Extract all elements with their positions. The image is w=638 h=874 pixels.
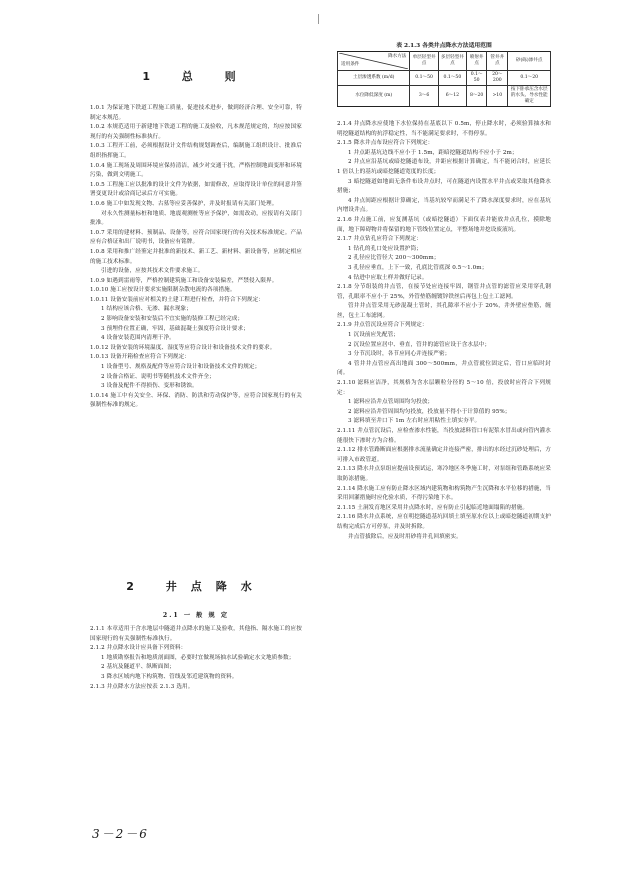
table-row-label: 土层渗透系数 (m/d) <box>338 71 410 86</box>
section-2-1-title: 2.1 一 般 规 定 <box>162 612 230 619</box>
paragraph: 3 暗挖隧道如地面无条件布设井点时，可在隧道内设置水平井点或采取其他降水措施； <box>337 178 551 195</box>
paragraph: 1.0.1 为保证地下铁道工程施工质量，促进技术进步，做到经济合理、安全可靠，特制定本规范。 <box>90 105 302 121</box>
paragraph: 2 井点应沿基坑或暗挖隧道布设，井距应根据计算确定，当不能闭合时，应延长 1 倍以上的基坑或暗挖隧道宽度的长度； <box>337 159 551 175</box>
paragraph: 2 设备合格证、说明书等随机技术文件齐全； <box>101 373 215 380</box>
paragraph: 2 孔径应比管径大 200～300mm； <box>348 255 440 262</box>
table-row-label: 水位降低深度 (m) <box>338 86 410 107</box>
paragraph: 3 预埋件位置正确，牢固，基础混凝土强度符合设计要求； <box>101 325 249 332</box>
paragraph: 2.1.15 土洞发育地区采用井点降水时，应有防止引起临近地面塌陷的措施。 <box>337 504 529 511</box>
paragraph: 2.1.2 井点降水设计应具备下列资料： <box>90 645 187 652</box>
chapter-1-title: 1 总 则 <box>142 70 250 83</box>
paragraph: 2.1.16 降水井点系统，应在明挖隧道基坑回填土填至原水位以上或暗挖隧道初期支护结构完成后方可停泵，并及时拆除。 <box>337 514 551 530</box>
table-header-row <box>338 52 551 71</box>
table-row <box>338 71 551 86</box>
table-cell: 8～20 <box>467 86 487 107</box>
paragraph: 2.1.6 井点施工前，应复测基坑（或暗挖隧道）下面仪表井能放井点孔位，摸除地面，地下障碍物并将保留的地下管线位置定点，平整场地并挖设废液坑。 <box>337 216 551 233</box>
table-cell: 6～12 <box>438 86 466 107</box>
paragraph: 1.0.5 工程施工应以批准的设计文件为依据，如需修改，应取得设计单位的同意并签署变更设计或洽商记录后方可实施。 <box>90 181 302 198</box>
paragraph: 1.0.6 施工中如发现文物、古墓等应妥善保护，并及时报请有关部门处理。 <box>90 200 278 207</box>
paragraph: 1.0.7 采用的建材料、预制品、设备等，应符合国家现行的有关技术标准规定。产品应有合格证和出厂说明书，设备应有铭牌。 <box>90 229 302 246</box>
paragraph: 3 降水区域内地下构筑物、管线及邻近建筑物的资料。 <box>101 673 238 680</box>
paragraph: 1.0.8 采用和推广经鉴定并批准的新技术、新工艺、新材料、新设备等，应制定相应的施工技术标准。 <box>90 248 302 265</box>
paragraph: 1 滤料应沿井点管周围均匀投放； <box>348 399 434 406</box>
chapter-2-body <box>90 625 302 692</box>
paragraph: 2 影响设备安装和安装后不宜实施的装修工程已经完成； <box>101 316 244 323</box>
paragraph: 4 设备安装范围内清理干净。 <box>101 335 175 342</box>
paragraph: 4 井点间距应根据计算确定，当基坑较窄而满足不了降水深度要求时，应在基坑内增设井点。 <box>337 197 551 214</box>
paragraph: 2.1.12 排水管路断面应根据排水流量确定并连接严密，排出的水经过沉砂处理后，方可排入市政管道。 <box>337 447 551 463</box>
table-caption: 表 2.1.3 各类井点降水方法适用范围 <box>396 43 492 49</box>
table-cell: >10 <box>487 86 508 107</box>
paragraph: 井点管拔除后，应及时用砂将井孔回填密实。 <box>348 533 462 540</box>
paragraph: 2.1.4 井点降水应使地下水位保持在基底以下 0.5m，停止降水时，必须验算抽水和明挖隧道结构的抗浮稳定性，当不能满足要求时，不得停泵。 <box>337 121 551 137</box>
table-cell: 0.1～50 <box>410 71 438 86</box>
paragraph: 2.1.10 滤料应洁净，其规格为含水层颗粒分径的 5～10 倍，投放时应符合下列规定： <box>337 380 551 396</box>
chapter-1-body <box>90 104 302 411</box>
table-row <box>338 86 551 107</box>
right-column-body <box>337 120 551 542</box>
paragraph: 1 设备型号、规格及配件等应符合设计和设备技术文件的规定； <box>101 364 261 371</box>
left-column <box>90 104 302 411</box>
corner-bottom-label: 适用条件 <box>341 62 360 67</box>
paragraph: 4 钻进中应取土样并做好记录。 <box>348 274 428 281</box>
table-cell: 0.1～50 <box>438 71 466 86</box>
paragraph: 2.1.9 井点管沉设应符合下列规定： <box>337 322 428 329</box>
table-cell: 0.1～20 <box>508 71 551 86</box>
paragraph: 3 孔径应垂直，上下一致，孔底比管底深 0.5～1.0m； <box>348 264 488 271</box>
paragraph: 1.0.3 工程开工前，必须根据设计文件结构规划调查后，编制施工组织设计、批准后组织指挥施工。 <box>90 143 302 159</box>
paragraph: 2.1.1 本章适用于含水地层中隧道井点降水的施工及验收，其他指、隔水施工的应按国家现行的有关强制性标准执行。 <box>90 626 302 642</box>
paragraph: 对永久性测量标桩和地质、地震观测桩等应予保护，如需改动，应报请有关部门批准。 <box>90 210 302 227</box>
chapter-2-title: 2 井点降水 <box>126 580 266 593</box>
paragraph: 2 滤料应沿井管周围均匀投放，投放量不得小于计算值的 95%； <box>348 408 511 415</box>
methods-table <box>337 51 551 107</box>
paragraph: 1.0.9 如遇到雷雨等，严格控制建筑施工和设备安装偏差，严禁侵入限界。 <box>90 277 278 284</box>
paragraph: 2 基坑及隧道平、纵断面图； <box>101 664 175 671</box>
table-corner-cell <box>338 52 410 71</box>
right-column <box>337 120 551 542</box>
paragraph: 2.1.8 分节组装的井点管，在接节处应连接牢固，钢管井点管的滤管应采用穿孔钢管，孔眼率不应小于 25%，外管垫筋缠镀锌铁丝后再包上包土工滤网。 <box>337 284 551 300</box>
paragraph: 1 结构应该合格、无渗、漏水现象； <box>101 306 192 313</box>
paragraph: 1 地质勘察报告和地质剖面图，必要时宜做现场抽水试验确定水文地质参数； <box>101 654 295 661</box>
paragraph: 2.1.13 降水井点泵组应提前设预试运，寒冷地区冬季施工时，对泵组和管路系统应采取防冻措施。 <box>337 466 551 482</box>
paragraph: 2.1.7 井点钻孔应符合下列规定： <box>337 236 422 243</box>
table-header-cell: 多层轻型井点 <box>438 52 466 71</box>
paragraph: 1 钻孔的孔口处应设置护筒； <box>348 245 422 252</box>
paragraph: 1.0.13 设备开箱检查应符合下列规定： <box>90 354 190 361</box>
paragraph: 2 沉设位置应居中、垂直，管井的滤管应设于含水层中； <box>348 341 491 348</box>
paragraph: 1.0.4 施工现场及周围环境应保持清洁，减少对交通干扰，严格控制地面变形和环境污染，做到文明施工。 <box>90 162 302 179</box>
table-cell: 20～200 <box>487 71 508 86</box>
paragraph: 3 分节沉设时，各节应同心并连接严密； <box>348 351 451 358</box>
scan-mark <box>318 14 319 24</box>
paragraph: 管井井点管采用无砂混凝土管时，其孔隙率不应小于 20%，井外壁应垫筋，缠丝，包土工布滤网。 <box>337 303 551 319</box>
table-header-cell: 喷射井点 <box>467 52 487 71</box>
paragraph: 4 管井井点管应高出地面 300～500mm，井点管就位固定后，管口应临时封闭。 <box>337 360 551 377</box>
paragraph: 1.0.11 设备安装前应对相关的土建工程进行检查，并符合下列规定： <box>90 296 265 303</box>
table-header-cell: 砂(砾)渗井点 <box>508 52 551 71</box>
table-header-cell: 单层轻型井点 <box>410 52 438 71</box>
paragraph: 2.1.3 井点降水方法应按表 2.1.3 选用。 <box>90 683 194 690</box>
table-cell: 3～6 <box>410 86 438 107</box>
table-cell: 按下卧承压含水层的水头、导水性能确定 <box>508 86 551 107</box>
table-header-cell: 管井井点 <box>487 52 508 71</box>
page-number: 3－2－6 <box>92 827 149 841</box>
paragraph: 1.0.2 本规范适用于新建地下铁道工程的施工及验收，凡本规范规定的，均应按国家现行的有关强制性标准执行。 <box>90 124 302 140</box>
paragraph: 3 滤料填至井口下 1m 左右时应用粘性土填实夯平。 <box>348 418 481 425</box>
paragraph: 2.1.5 降水井点布设应符合下列规定： <box>337 140 434 147</box>
paragraph: 2.1.11 井点管沉设后，应检查渗水性能，当投放滤料管口有泥浆水冒出或向管内灌水能很快下渗时方为合格。 <box>337 428 551 444</box>
corner-top-label: 降水方法 <box>388 54 407 59</box>
paragraph: 1 沉设前应先配管； <box>348 332 400 339</box>
paragraph: 引进的设备，应按其技术文件要求施工。 <box>101 268 204 275</box>
paragraph: 1 井点距基坑边线不应小于 1.5m，距暗挖隧道结构不应小于 2m； <box>348 149 518 156</box>
paragraph: 3 设备及配件不得损伤、变形和锈蚀。 <box>101 383 198 390</box>
table-cell: 0.1～50 <box>467 71 487 86</box>
paragraph: 2.1.14 降水施工应有防止降水区域内建筑物和构筑物产生沉降和水平位移的措施，当采用回灌措施时应化验水质，不得污染地下水。 <box>337 485 551 502</box>
paragraph: 1.0.12 设备安装的环境温度、湿度等应符合设计和设备技术文件的要求。 <box>90 344 276 351</box>
paragraph: 1.0.10 施工应按设计要求实施限制杂散电流的各项措施。 <box>90 287 236 294</box>
paragraph: 1.0.14 施工中有关安全、环保、消防、防洪和劳动保护等，应符合国家现行的有关强制性标准的规定。 <box>90 392 302 409</box>
